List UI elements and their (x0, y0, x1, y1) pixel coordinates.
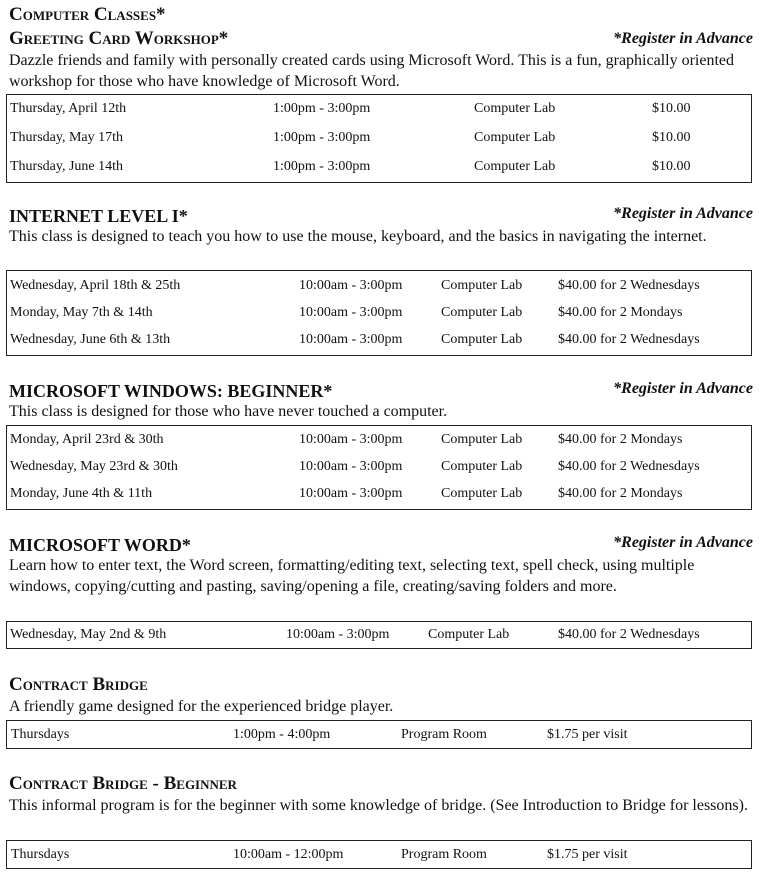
row-location: Computer Lab (474, 130, 556, 145)
row-date: Wednesday, June 6th & 13th (10, 332, 171, 347)
row-location: Computer Lab (474, 101, 556, 116)
row-time: 10:00am - 3:00pm (299, 459, 403, 474)
row-location: Computer Lab (474, 159, 556, 174)
row-date: Thursdays (11, 727, 70, 742)
row-date: Monday, May 7th & 14th (10, 305, 153, 320)
section-title-word: MICROSOFT WORD* (9, 535, 191, 555)
row-time: 10:00am - 12:00pm (233, 847, 344, 862)
row-price: $10.00 (652, 130, 691, 145)
row-location: Computer Lab (441, 332, 523, 347)
row-date: Monday, June 4th & 11th (10, 486, 153, 501)
section-description: This class is designed for those who have never touched a computer. (9, 403, 448, 420)
row-date: Wednesday, May 2nd & 9th (10, 627, 167, 642)
row-time: 1:00pm - 3:00pm (273, 159, 371, 174)
table-row (7, 724, 751, 746)
row-location: Program Room (401, 727, 487, 742)
section-title-contract-bridge: Contract Bridge (9, 674, 148, 695)
row-date: Thursday, June 14th (10, 159, 124, 174)
register-note: *Register in Advance (613, 205, 753, 222)
section-description: This class is designed to teach you how to use the mouse, keyboard, and the basics in navigating the internet. (9, 228, 707, 245)
row-price: $40.00 for 2 Mondays (558, 432, 683, 447)
row-date: Thursdays (11, 847, 70, 862)
row-price: $40.00 for 2 Wednesdays (558, 459, 700, 474)
schedule-table (6, 94, 752, 183)
row-price: $1.75 per visit (547, 727, 628, 742)
row-date: Wednesday, May 23rd & 30th (10, 459, 178, 474)
table-row (7, 98, 751, 120)
row-price: $40.00 for 2 Mondays (558, 486, 683, 501)
row-location: Computer Lab (441, 278, 523, 293)
row-location: Computer Lab (441, 486, 523, 501)
row-time: 10:00am - 3:00pm (286, 627, 390, 642)
section-description: This informal program is for the beginner with some knowledge of bridge. (See Introduction to Bridge for lessons). (9, 797, 748, 814)
row-location: Computer Lab (441, 459, 523, 474)
schedule-table (6, 425, 752, 510)
row-price: $1.75 per visit (547, 847, 628, 862)
table-row (7, 275, 751, 297)
schedule-table (6, 621, 752, 649)
row-price: $40.00 for 2 Mondays (558, 305, 683, 320)
row-time: 10:00am - 3:00pm (299, 332, 403, 347)
register-note: *Register in Advance (613, 534, 753, 551)
section-description: A friendly game designed for the experienced bridge player. (9, 698, 394, 715)
table-row (7, 429, 751, 451)
row-time: 10:00am - 3:00pm (299, 486, 403, 501)
table-row (7, 456, 751, 478)
row-price: $40.00 for 2 Wednesdays (558, 332, 700, 347)
table-row (7, 302, 751, 324)
table-row (7, 483, 751, 505)
row-price: $10.00 (652, 101, 691, 116)
row-time: 10:00am - 3:00pm (299, 278, 403, 293)
row-location: Computer Lab (441, 432, 523, 447)
section-description: Learn how to enter text, the Word screen, formatting/editing text, selecting text, spell check, using multiple windows, copying/cutting and pasting, saving/opening a file, creating/saving folders and more. (9, 557, 695, 595)
row-time: 10:00am - 3:00pm (299, 432, 403, 447)
section-title-greeting-card: Greeting Card Workshop* (9, 28, 229, 49)
table-row (7, 624, 751, 646)
row-price: $40.00 for 2 Wednesdays (558, 278, 700, 293)
register-note: *Register in Advance (613, 380, 753, 397)
row-price: $10.00 (652, 159, 691, 174)
table-row (7, 156, 751, 178)
row-location: Program Room (401, 847, 487, 862)
row-time: 10:00am - 3:00pm (299, 305, 403, 320)
section-title-windows: MICROSOFT WINDOWS: BEGINNER* (9, 381, 333, 401)
row-time: 1:00pm - 3:00pm (273, 130, 371, 145)
table-row (7, 127, 751, 149)
section-description: Dazzle friends and family with personally created cards using Microsoft Word. This is a fun, graphically oriented workshop for those who have knowledge of Microsoft Word. (9, 52, 735, 90)
row-date: Wednesday, April 18th & 25th (10, 278, 181, 293)
table-row (7, 844, 751, 866)
row-date: Monday, April 23rd & 30th (10, 432, 164, 447)
table-row (7, 329, 751, 351)
section-title-bridge-beginner: Contract Bridge - Beginner (9, 773, 237, 794)
row-time: 1:00pm - 3:00pm (273, 101, 371, 116)
row-location: Computer Lab (441, 305, 523, 320)
schedule-table (6, 270, 752, 356)
register-note: *Register in Advance (613, 30, 753, 47)
row-time: 1:00pm - 4:00pm (233, 727, 331, 742)
row-date: Thursday, April 12th (10, 101, 127, 116)
row-price: $40.00 for 2 Wednesdays (558, 627, 700, 642)
schedule-table (6, 720, 752, 749)
row-date: Thursday, May 17th (10, 130, 124, 145)
page-heading: Computer Classes* (9, 4, 166, 25)
schedule-table (6, 840, 752, 869)
row-location: Computer Lab (428, 627, 510, 642)
section-title-internet: INTERNET LEVEL I* (9, 206, 188, 226)
